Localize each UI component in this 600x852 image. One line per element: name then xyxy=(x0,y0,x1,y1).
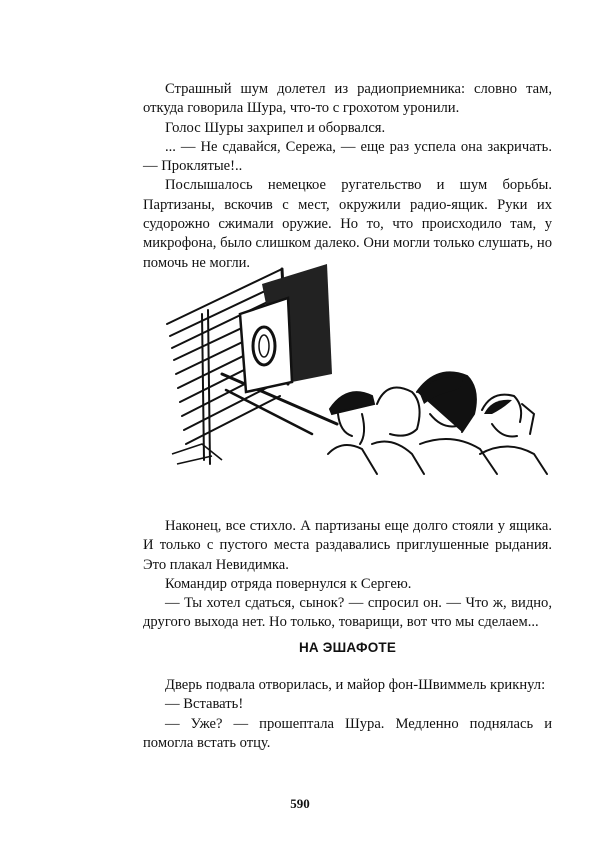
paragraph: Голос Шуры захрипел и оборвался. xyxy=(165,119,386,136)
paragraph: Дверь подвала отворилась, и майор фон-Швиммель крикнул: xyxy=(165,677,546,693)
paragraph: Страшный шум долетел из радиоприемника: словно там, откуда говорила Шура, что-то с грохотом уронили. xyxy=(143,81,552,117)
text-block-bottom xyxy=(143,517,552,633)
text-block-top xyxy=(143,80,552,273)
page-number: 590 xyxy=(290,796,310,811)
paragraph: Наконец, все стихло. А партизаны еще долго стояли у ящика. И только с пустого места раздавались приглушенные рыдания. Это плакал Невидимка. xyxy=(143,518,552,573)
paragraph: — Вставать! xyxy=(165,696,244,713)
paragraph: Послышалось немецкое ругательство и шум борьбы. Партизаны, вскочив с мест, окружили радио-ящик. Руки их судорожно сжимали оружие. Но то, что происходило там, у микрофона, было слишком далеко. Они могли только слушать, но помочь не могли. xyxy=(143,177,552,271)
text-block-after-heading xyxy=(143,676,552,753)
chapter-heading: НА ЭШАФОТЕ xyxy=(298,640,397,655)
radio-box-drawing xyxy=(240,298,292,392)
paragraph: — Ты хотел сдаться, сынок? — спросил он. — Что ж, видно, другого выхода нет. Но только, товарищи, вот что мы сделаем... xyxy=(143,595,552,631)
paragraph: ... — Не сдавайся, Сережа, — еще раз успела она закричать. — Проклятые!.. xyxy=(143,138,552,175)
paragraph: Командир отряда повернулся к Сергею. xyxy=(165,575,412,592)
illustration-partisans-radio xyxy=(162,264,557,476)
paragraph: — Уже? — прошептала Шура. Медленно поднялась и помогла встать отцу. xyxy=(143,715,552,751)
